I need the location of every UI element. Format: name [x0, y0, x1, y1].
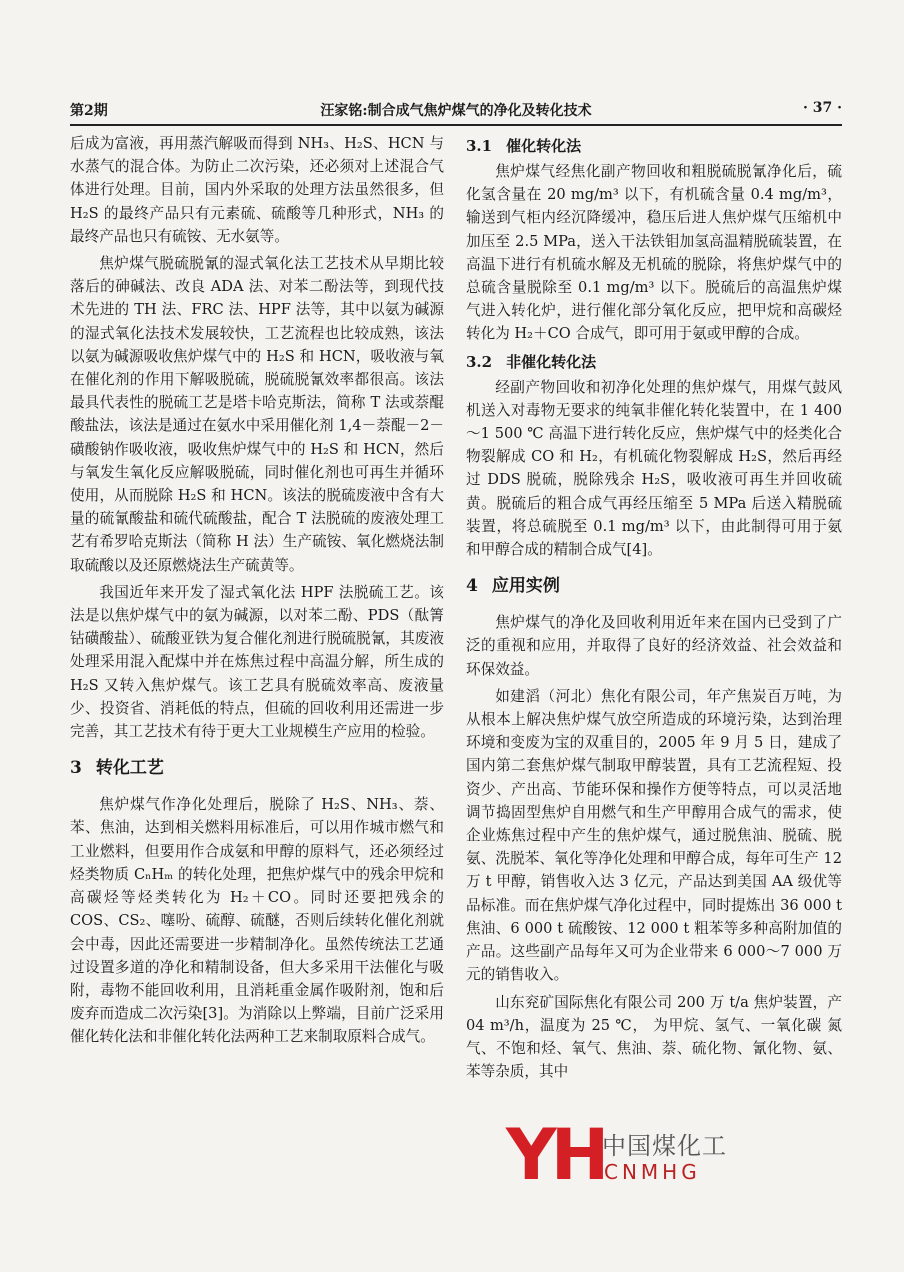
subsection-heading	[466, 350, 842, 374]
paragraph: 如建滔（河北）焦化有限公司，年产焦炭百万吨，为从根本上解决焦炉煤气放空所造成的环境污染，达到治理环境和变废为宝的双重目的，2005 年 9 月 5 日，建成了国内第二套焦炉煤气制取甲醇装置，具有工艺流程短、投资少、产出高、节能环保和操作方便等特点，可以灵活地调节捣固型焦炉自用燃气和生产甲醇用合成气的需求，使企业炼焦过程中产生的焦炉煤气，通过脱焦油、脱硫、脱氨、洗脱苯、氧化等净化处理和甲醇合成，每年可生产 12 万 t 甲醇，销售收入达 3 亿元，产品达到美国 AA 级优等品标准。而在焦炉煤气净化过程中，同时提炼出 36 000 t 焦油、6 000 t 硫酸铵、12 000 t 粗苯等多种高附加值的产品。这些副产品每年又可为企业带来 6 000～7 000 万元的销售收入。	[466, 687, 842, 984]
paragraph: 我国近年来开发了湿式氧化法 HPF 法脱硫工艺。该法是以焦炉煤气中的氨为碱源，以对苯二酚、PDS（酞箐钴磺酸盐）、硫酸亚铁为复合催化剂进行脱硫脱氰，其废液处理采用混入配煤中并在炼焦过程中高温分解，所生成的 H₂S 又转入焦炉煤气。该工艺具有脱硫效率高、废液量少、投资省、消耗低的特点，但硫的回收利用还需进一步完善，其工艺技术有待于更大工业规模生产应用的检验。	[70, 583, 444, 741]
watermark-name-cn: 中国煤化工	[602, 1132, 727, 1160]
watermark-logo	[506, 1114, 727, 1196]
right-column	[466, 132, 842, 1087]
paragraph: 山东兖矿国际焦化有限公司 200 万 t/a 焦炉装置，产 04 m³/h，温度为 25 ℃， 为甲烷、氢气、一氧化碳 氮气、不饱和烃、氧气、焦油、萘、硫化物、氰化物、氨、苯等杂质，其中	[466, 993, 842, 1081]
paragraph: 经副产物回收和初净化处理的焦炉煤气，用煤气鼓风机送入对毒物无要求的纯氧非催化转化装置中，在 1 400～1 500 ℃ 高温下进行转化反应，焦炉煤气中的烃类化合物裂解成 CO 和 H₂，有机硫化物裂解成 H₂S，然后再经过 DDS 脱硫，脱除残余 H₂S，吸收液可再生并回收硫黄。脱硫后的粗合成气再经压缩至 5 MPa 后送入精脱硫装置，将总硫脱至 0.1 mg/m³ 以下，由此制得可用于氨和甲醇合成的精制合成气[4]。	[466, 378, 842, 559]
subsection-number: 3.2	[466, 352, 493, 371]
watermark-logo-mark: YH	[506, 1114, 604, 1196]
running-header	[70, 98, 842, 122]
header-rule	[70, 124, 842, 126]
running-title: 汪家铭:制合成气焦炉煤气的净化及转化技术	[320, 103, 592, 119]
subsection-heading	[466, 134, 842, 158]
section-title: 转化工艺	[95, 758, 164, 779]
paragraph: 焦炉煤气脱硫脱氰的湿式氧化法工艺技术从早期比较落后的砷碱法、改良 ADA 法、对苯二酚法等，到现代技术先进的 TH 法、FRC 法、HPF 法等，其中以氨为碱源的湿式氧化法技术发展较快，工艺流程也比较成熟，该法以氨为碱源吸收焦炉煤气中的 H₂S 和 HCN，吸收液与氧在催化剂的作用下解吸脱硫，脱硫脱氰效率都很高。该法最具代表性的脱硫工艺是塔卡哈克斯法，简称 T 法或萘醌酸盐法，该法是通过在氨水中采用催化剂 1,4－萘醌－2－磺酸钠作吸收液，吸收焦炉煤气中的 H₂S 和 HCN，然后与氧发生氧化反应解吸脱硫，同时催化剂也可再生并循环使用，从而脱除 H₂S 和 HCN。该法的脱硫废液中含有大量的硫氰酸盐和硫代硫酸盐，配合 T 法脱硫的废液处理工艺有希罗哈克斯法（简称 H 法）生产硫铵、氧化燃烧法制取硫酸以及还原燃烧法生产硫黄等。	[70, 255, 444, 574]
section-heading	[70, 755, 444, 781]
paragraph: 焦炉煤气作净化处理后，脱除了 H₂S、NH₃、萘、苯、焦油，达到相关燃料用标准后，可以用作城市燃气和工业燃料，但要用作合成氨和甲醇的原料气，还必须经过烃类物质 CₙHₘ 的转化处理，把焦炉煤气中的残余甲烷和高碳烃等烃类转化为 H₂＋CO。同时还要把残余的 COS、CS₂、噻吩、硫醇、硫醚，否则后续转化催化剂就会中毒，因此还需要进一步精制净化。虽然传统法工艺通过设置多道的净化和精制设备，但大多采用干法催化与吸附，毒物不能回收利用，且消耗重金属作吸附剂，饱和后废弃而造成二次污染[3]。为消除以上弊端，目前广泛采用催化转化法和非催化转化法两种工艺来制取原料合成气。	[70, 796, 444, 1046]
paragraph: 焦炉煤气经焦化副产物回收和粗脱硫脱氰净化后，硫化氢含量在 20 mg/m³ 以下，有机硫含量 0.4 mg/m³，输送到气柜内经沉降缓冲，稳压后进人焦炉煤气压缩机中加压至 2.5 MPa，送入干法铁钼加氢高温精脱硫装置，在高温下进行有机硫水解及无机硫的脱除，将焦炉煤气中的总硫含量脱除至 0.1 mg/m³ 以下。脱硫后的高温焦炉煤气进入转化炉，进行催化部分氧化反应，把甲烷和高碳烃转化为 H₂＋CO 合成气，即可用于氨或甲醇的合成。	[466, 163, 842, 343]
section-number: 4	[466, 576, 478, 597]
subsection-number: 3.1	[466, 137, 493, 155]
left-column	[70, 132, 444, 1053]
watermark-name-en: CNMHG	[604, 1160, 701, 1184]
section-number: 3	[70, 758, 82, 779]
subsection-title: 非催化转化法	[506, 352, 597, 371]
subsection-title: 催化转化法	[506, 137, 582, 155]
paragraph: 后成为富液，再用蒸汽解吸而得到 NH₃、H₂S、HCN 与水蒸气的混合体。为防止二次污染，还必须对上述混合气体进行处理。目前，国内外采取的处理方法虽然很多，但 H₂S 的最终产品只有元素硫、硫酸等几种形式，NH₃ 的最终产品也只有硫铵、无水氨等。	[70, 135, 444, 245]
issue-number: 第2期	[70, 103, 108, 119]
paragraph: 焦炉煤气的净化及回收利用近年来在国内已受到了广泛的重视和应用，并取得了良好的经济效益、社会效益和环保效益。	[466, 614, 842, 678]
page-number: · 37 ·	[803, 100, 842, 116]
section-heading	[466, 573, 842, 599]
section-title: 应用实例	[491, 576, 560, 597]
